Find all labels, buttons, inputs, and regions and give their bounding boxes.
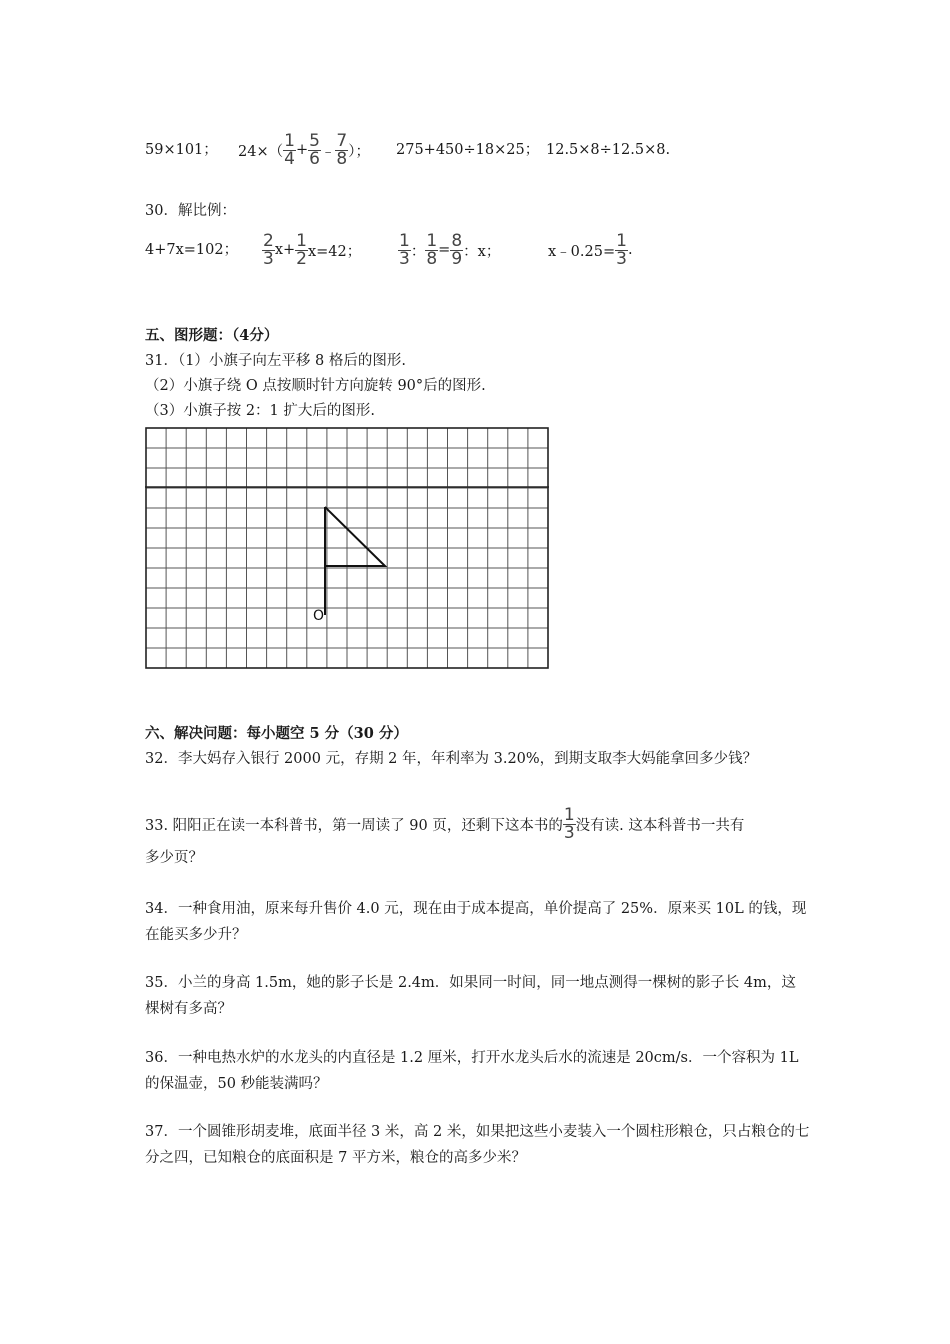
fraction: $\frac{7}{8}$ — [336, 130, 348, 169]
q31-part1: 31．（1）小旗子向左平移 8 格后的图形. — [145, 353, 406, 369]
fraction: $\frac{1}{8}$ — [426, 230, 438, 269]
q31-part3: （3）小旗子按 2：1 扩大后的图形. — [145, 403, 376, 419]
q30-eq-3: $\frac{1}{3}$ ： $\frac{1}{8}$ = $\frac{8}{9}$ ：x； — [399, 230, 501, 269]
q36: 36．一种电热水炉的水龙头的内直径是 1.2 厘米，打开水龙头后水的流速是 20cm/s．一个容积为 1L 的保温壶，50 秒能装满吗？ — [145, 1050, 799, 1092]
fraction: $\frac{1}{3}$ — [399, 230, 410, 269]
q30-eq-1: 4+7x=102； — [145, 242, 239, 258]
fraction: $\frac{1}{3}$ — [563, 804, 575, 843]
fraction: $\frac{1}{3}$ — [616, 230, 627, 269]
q34: 34．一种食用油，原来每升售价 4.0 元，现在由于成本提高，单价提高了 25%．原来买 10L 的钱，现在能买多少升？ — [145, 901, 807, 943]
fraction: $\frac{1}{2}$ — [296, 230, 307, 269]
q30-eq-4: x﹣0.25= $\frac{1}{3}$ . — [548, 230, 633, 269]
q37: 37．一个圆锥形胡麦堆，底面半径 3 米，高 2 米，如果把这些小麦装入一个圆柱形粮仓，只占粮仓的七分之四，已知粮仓的底面积是 7 平方米，粮仓的高多少米？ — [145, 1124, 810, 1166]
expr-4: 12.5×8÷12.5×8. — [546, 142, 671, 158]
q30-eq-2: $\frac{2}{3}$ x+ $\frac{1}{2}$ x=42； — [263, 230, 362, 269]
fraction: $\frac{5}{6}$ — [309, 130, 320, 169]
calc-row — [145, 140, 218, 160]
q33: 33. 阳阳正在读一本科普书，第一周读了 90 页，还剩下这本书的 $\frac{1}{3}$ 没有读. 这本科普书一共有 — [145, 804, 745, 843]
q30-title: 30．解比例： — [145, 203, 236, 219]
fraction: $\frac{1}{4}$ — [284, 130, 295, 169]
q32: 32．李大妈存入银行 2000 元，存期 2 年，年利率为 3.20%，到期支取李大妈能拿回多少钱？ — [145, 751, 758, 767]
section6-heading: 六、解决问题：每小题空 5 分（30 分） — [145, 725, 408, 742]
section5-heading: 五、图形题：（4分） — [145, 327, 279, 344]
fraction: $\frac{2}{3}$ — [263, 230, 274, 269]
point-o-label: O — [313, 608, 325, 624]
grid-figure — [145, 427, 551, 671]
q33-cont: 多少页？ — [145, 850, 203, 866]
q35: 35．小兰的身高 1.5m，她的影子长是 2.4m．如果同一时间，同一地点测得一棵树的影子长 4m，这棵树有多高？ — [145, 975, 796, 1017]
flag-shape — [325, 507, 385, 615]
expr-3: 275+450÷18×25； — [396, 142, 540, 158]
q31-part2: （2）小旗子绕 O 点按顺时针方向旋转 90°后的图形. — [145, 378, 486, 394]
fraction: $\frac{8}{9}$ — [451, 230, 463, 269]
grid-lines — [146, 428, 548, 668]
expr-2: 24×（ $\frac{1}{4}$ + $\frac{5}{6}$ ﹣ $\frac{7}{8}$ ）； — [238, 130, 370, 169]
expr-1: 59×101； — [145, 142, 218, 158]
